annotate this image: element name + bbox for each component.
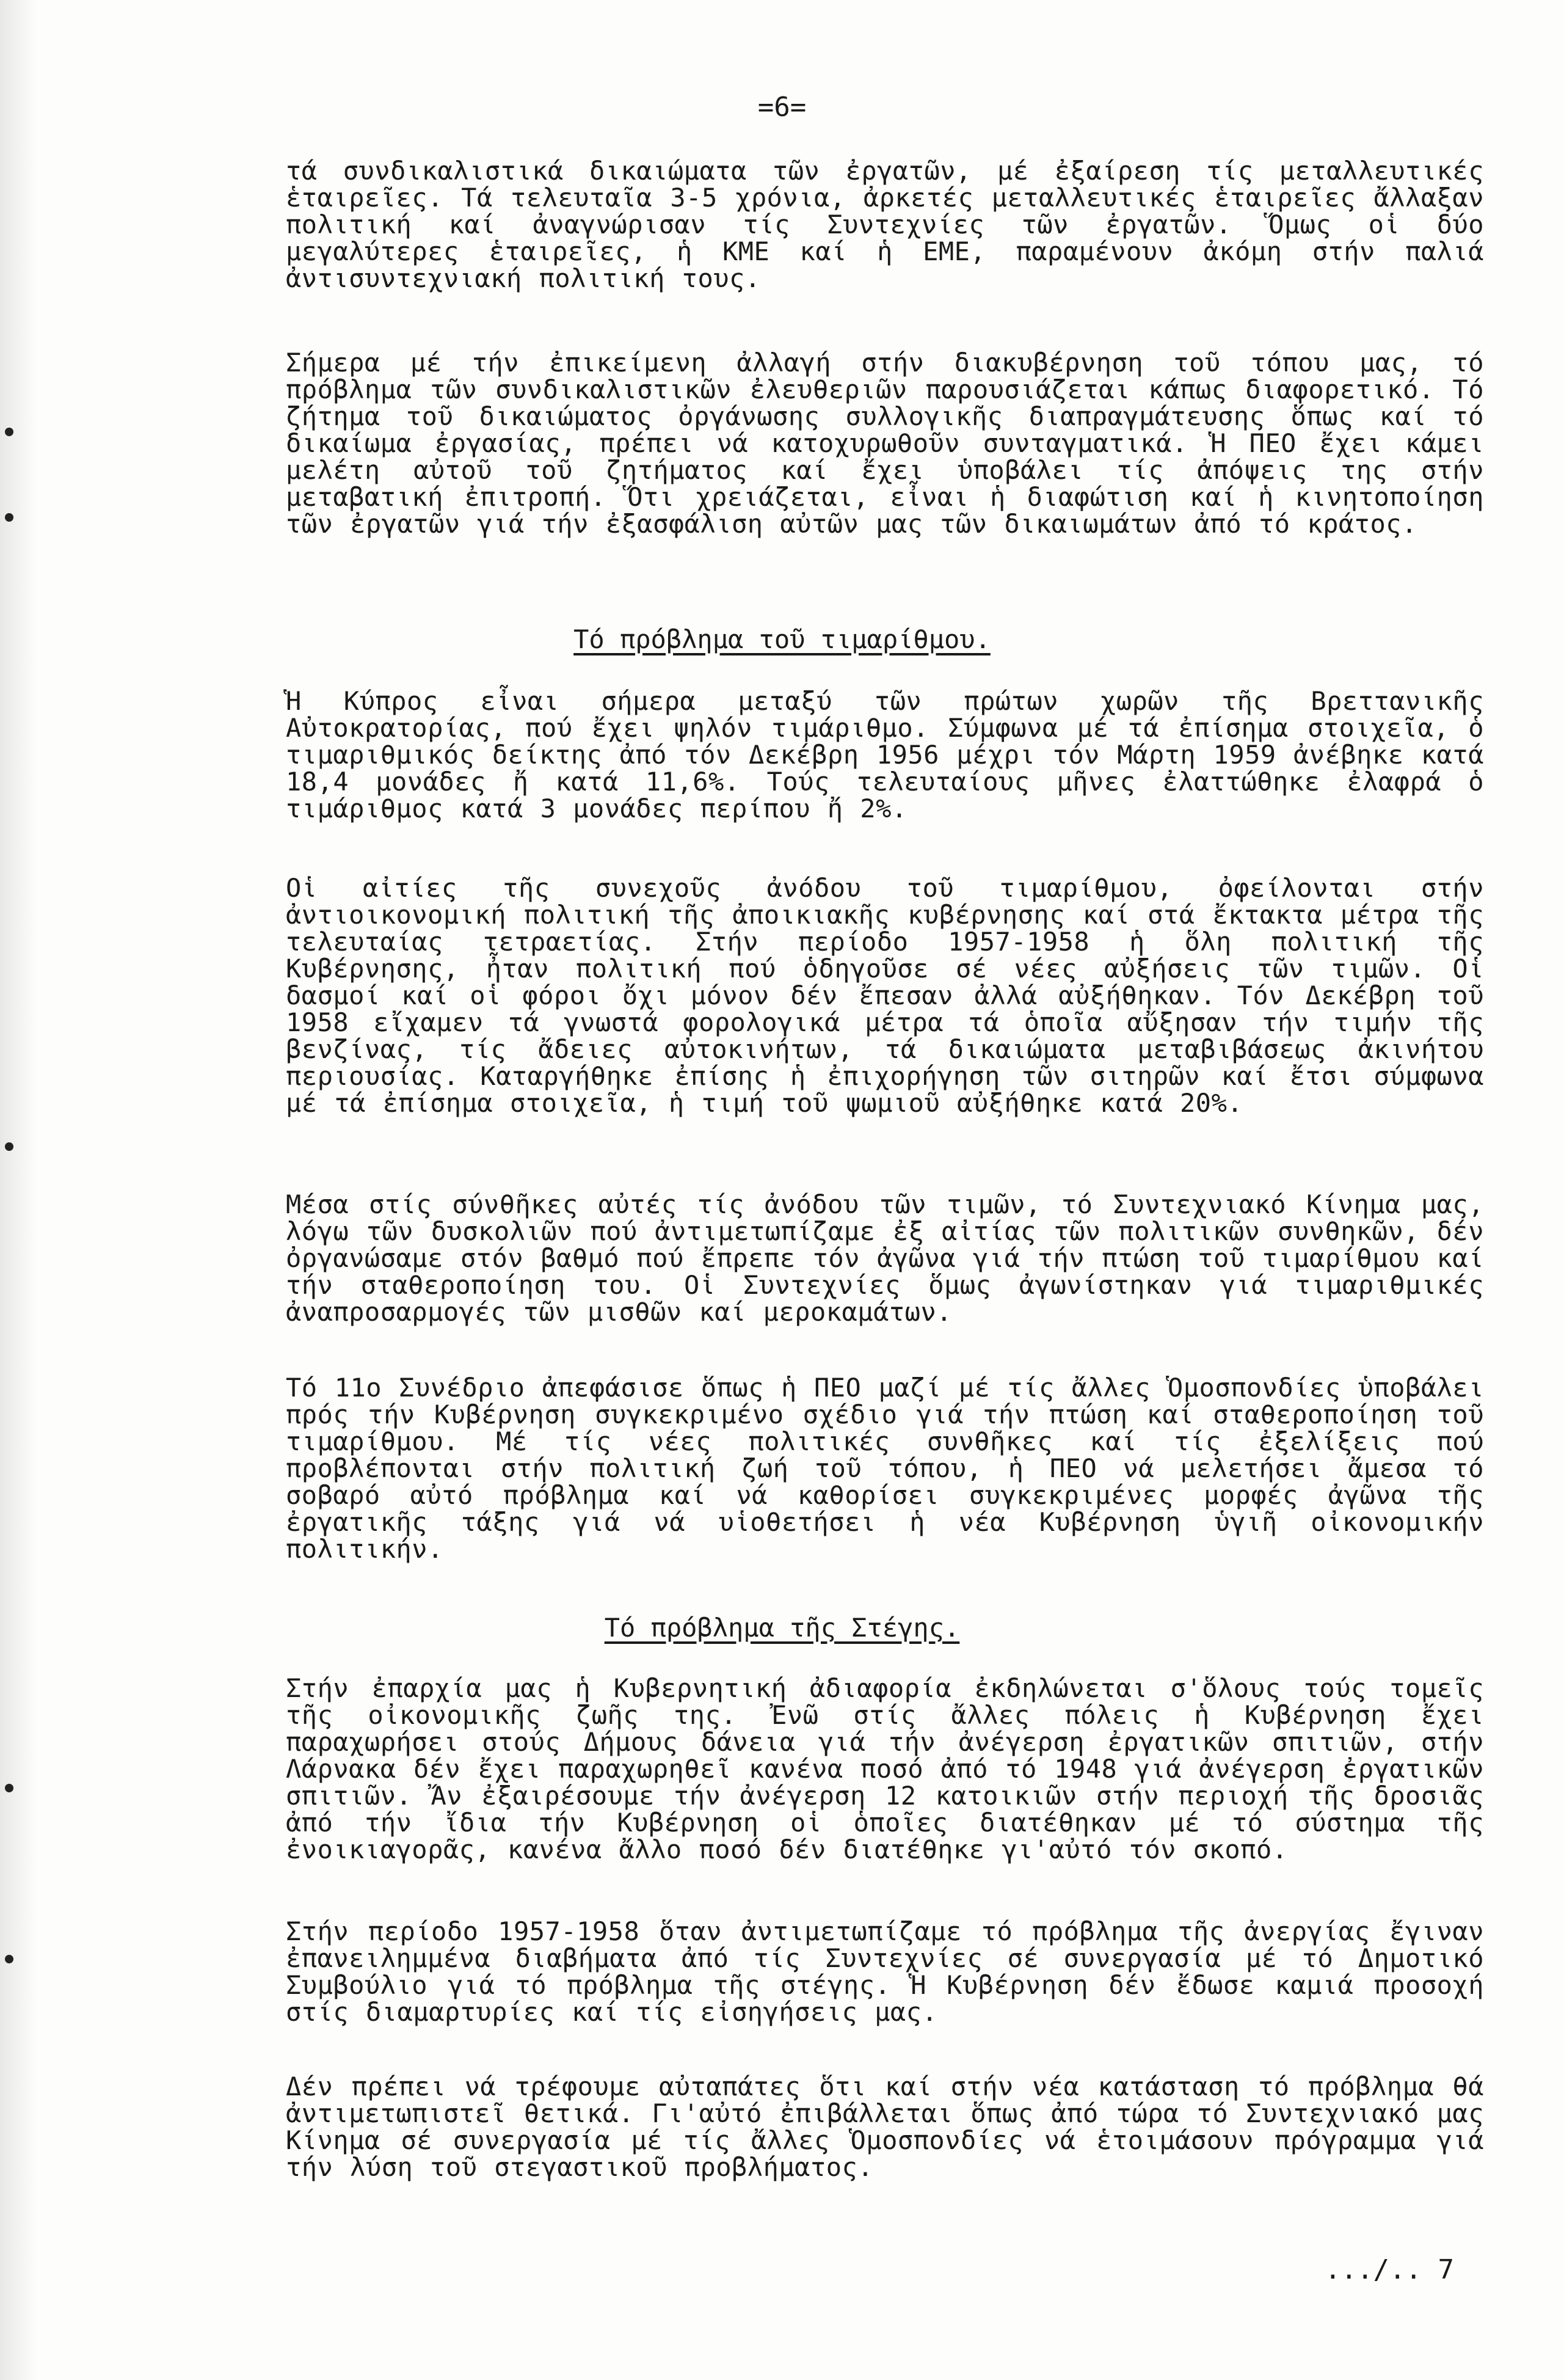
punch-hole-mark xyxy=(5,513,13,522)
paragraph xyxy=(286,349,1484,538)
paragraph-text: Ἡ Κύπρος εἶναι σήμερα μεταξύ τῶν πρώτων χωρῶν τῆς Βρεττανικῆς Αὐτοκρατορίας, πού ἔχει ψηλόν τιμάριθμο. Σύμφωνα μέ τά ἐπίσημα στοιχεῖα, ὁ τιμαριθμικός δείκτης ἀπό τόν Δεκέβρη 1956 μέχρι τόν Μάρτη 1959 ἀνέβηκε κατά 18,4 μονάδες ἤ κατά 11,6%. Τούς τελευταίους μῆνες ἐλαττώθηκε ἐλαφρά ὁ τιμάριθμος κατά 3 μονάδες περίπου ἤ 2%. xyxy=(286,686,1484,823)
paragraph xyxy=(286,1675,1484,1863)
paragraph xyxy=(286,688,1484,822)
punch-hole-mark xyxy=(5,428,13,436)
section-heading xyxy=(0,624,1564,654)
page-number: =6= xyxy=(757,92,807,123)
scan-edge xyxy=(0,0,37,2380)
paragraph-text: Σήμερα μέ τήν ἐπικείμενη ἀλλαγή στήν διακυβέρνηση τοῦ τόπου μας, τό πρόβλημα τῶν συνδικαλιστικῶν ἐλευθεριῶν παρουσιάζεται κάπως διαφορετικό. Τό ζήτημα τοῦ δικαιώματος ὀργάνωσης συλλογικῆς διαπραγμάτευσης ὅπως καί τό δικαίωμα ἐργασίας, πρέπει νά κατοχυρωθοῦν συνταγματικά. Ἡ ΠΕΟ ἔχει κάμει μελέτη αὐτοῦ τοῦ ζητήματος καί ἔχει ὑποβάλει τίς ἀπόψεις της στήν μεταβατική ἐπιτροπή. Ὅτι χρειάζεται, εἶναι ἡ διαφώτιση καί ἡ κινητοποίηση τῶν ἐργατῶν γιά τήν ἐξασφάλιση αὐτῶν μας τῶν δικαιωμάτων ἀπό τό κράτος. xyxy=(286,348,1484,539)
section-heading-text: Τό πρόβλημα τοῦ τιμαρίθμου. xyxy=(573,624,991,654)
paragraph-text: Τό 11ο Συνέδριο ἀπεφάσισε ὅπως ἡ ΠΕΟ μαζί μέ τίς ἄλλες Ὁμοσπονδίες ὑποβάλει πρός τήν Κυβέρνηση συγκεκριμένο σχέδιο γιά τήν πτώση καί σταθεροποίηση τοῦ τιμαρίθμου. Μέ τίς νέες πολιτικές συνθῆκες καί τίς ἐξελίξεις πού προβλέπονται στήν πολιτική ζωή τοῦ τόπου, ἡ ΠΕΟ νά μελετήσει ἄμεσα τό σοβαρό αὐτό πρόβλημα καί νά καθορίσει συγκεκριμένες μορφές ἀγῶνα τῆς ἐργατικῆς τάξης γιά νά υἱοθετήσει ἡ νέα Κυβέρνηση ὑγιῆ οἰκονομικήν πολιτικήν. xyxy=(286,1373,1484,1564)
paragraph-text: Μέσα στίς σύνθῆκες αὐτές τίς ἀνόδου τῶν τιμῶν, τό Συντεχνιακό Κίνημα μας, λόγω τῶν δυσκολιῶν πού ἀντιμετωπίζαμε ἐξ αἰτίας τῶν πολιτικῶν συνθηκῶν, δέν ὀργανώσαμε στόν βαθμό πού ἔπρεπε τόν ἀγῶνα γιά τήν πτώση τοῦ τιμαρίθμου καί τήν σταθεροποίηση του. Οἱ Συντεχνίες ὅμως ἀγωνίστηκαν γιά τιμαριθμικές ἀναπροσαρμογές τῶν μισθῶν καί μεροκαμάτων. xyxy=(286,1189,1484,1327)
continuation-marker: .../.. 7 xyxy=(1325,2254,1454,2285)
punch-hole-mark xyxy=(5,1784,13,1792)
paragraph xyxy=(286,1191,1484,1326)
paragraph xyxy=(286,2073,1484,2181)
paragraph-text: Στήν ἐπαρχία μας ἡ Κυβερνητική ἀδιαφορία ἐκδηλώνεται σ'ὅλους τούς τομεῖς τῆς οἰκονομικῆς ζωῆς της. Ἐνῶ στίς ἄλλες πόλεις ἡ Κυβέρνηση ἔχει παραχωρήσει στούς Δήμους δάνεια γιά τήν ἀνέγερση ἐργατικῶν σπιτιῶν, στήν Λάρνακα δέν ἔχει παραχωρηθεῖ κανένα ποσό ἀπό τό 1948 γιά ἀνέγερση ἐργατικῶν σπιτιῶν. Ἄν ἐξαιρέσουμε τήν ἀνέγερση 12 κατοικιῶν στήν περιοχή τῆς δροσιᾶς ἀπό τήν ἴδια τήν Κυβέρνηση οἱ ὁποῖες διατέθηκαν μέ τό σύστημα τῆς ἐνοικιαγορᾶς, κανένα ἄλλο ποσό δέν διατέθηκε γι'αὐτό τόν σκοπό. xyxy=(286,1673,1484,1864)
paragraph-text: τά συνδικαλιστικά δικαιώματα τῶν ἐργατῶν, μέ ἐξαίρεση τίς μεταλλευτικές ἑταιρεῖες. Τά τελευταῖα 3-5 χρόνια, ἀρκετές μεταλλευτικές ἑταιρεῖες ἄλλαξαν πολιτική καί ἀναγνώρισαν τίς Συντεχνίες τῶν ἐργατῶν. Ὅμως οἱ δύο μεγαλύτερες ἑταιρεῖες, ἡ ΚΜΕ καί ἡ ΕΜΕ, παραμένουν ἀκόμη στήν παλιά ἀντισυντεχνιακή πολιτική τους. xyxy=(286,156,1484,293)
paragraph xyxy=(286,1918,1484,2026)
paragraph-text: Οἱ αἰτίες τῆς συνεχοῦς ἀνόδου τοῦ τιμαρίθμου, ὀφείλονται στήν ἀντιοικονομική πολιτική τῆς ἀποικιακῆς κυβέρνησης καί στά ἔκτακτα μέτρα τῆς τελευταίας τετραετίας. Στήν περίοδο 1957-1958 ἡ ὅλη πολιτική τῆς Κυβέρνησης, ἦταν πολιτική πού ὁδηγοῦσε σέ νέες αὐξήσεις τῶν τιμῶν. Οἱ δασμοί καί οἱ φόροι ὄχι μόνον δέν ἔπεσαν ἀλλά αὐξήθηκαν. Τόν Δεκέβρη τοῦ 1958 εἴχαμεν τά γνωστά φορολογικά μέτρα τά ὁποῖα αὔξησαν τήν τιμήν τῆς βενζίνας, τίς ἄδειες αὐτοκινήτων, τά δικαιώματα μεταβιβάσεως ἀκινήτου περιουσίας. Καταργήθηκε ἐπίσης ἡ ἐπιχορήγηση τῶν σιτηρῶν καί ἔτσι σύμφωνα μέ τά ἐπίσημα στοιχεῖα, ἡ τιμή τοῦ ψωμιοῦ αὐξήθηκε κατά 20%. xyxy=(286,873,1484,1118)
punch-hole-mark xyxy=(5,1142,13,1151)
paragraph xyxy=(286,1374,1484,1563)
paragraph-text: Δέν πρέπει νά τρέφουμε αὐταπάτες ὅτι καί στήν νέα κατάσταση τό πρόβλημα θά ἀντιμετωπιστεῖ θετικά. Γι'αὐτό ἐπιβάλλεται ὅπως ἀπό τώρα τό Συντεχνιακό μας Κίνημα σέ συνεργασία μέ τίς ἄλλες Ὁμοσπονδίες νά ἑτοιμάσουν πρόγραμμα γιά τήν λύση τοῦ στεγαστικοῦ προβλήματος. xyxy=(286,2072,1484,2182)
paragraph xyxy=(286,875,1484,1117)
punch-hole-mark xyxy=(5,1955,13,1963)
section-heading-text: Τό πρόβλημα τῆς Στέγης. xyxy=(604,1613,960,1643)
paragraph xyxy=(286,158,1484,292)
paragraph-text: Στήν περίοδο 1957-1958 ὅταν ἀντιμετωπίζαμε τό πρόβλημα τῆς ἀνεργίας ἔγιναν ἐπανειλημμένα διαβήματα ἀπό τίς Συντεχνίες σέ συνεργασία μέ τό Δημοτικό Συμβούλιο γιά τό πρόβλημα τῆς στέγης. Ἡ Κυβέρνηση δέν ἔδωσε καμιά προσοχή στίς διαμαρτυρίες καί τίς εἰσηγήσεις μας. xyxy=(286,1916,1484,2027)
section-heading xyxy=(0,1613,1564,1643)
